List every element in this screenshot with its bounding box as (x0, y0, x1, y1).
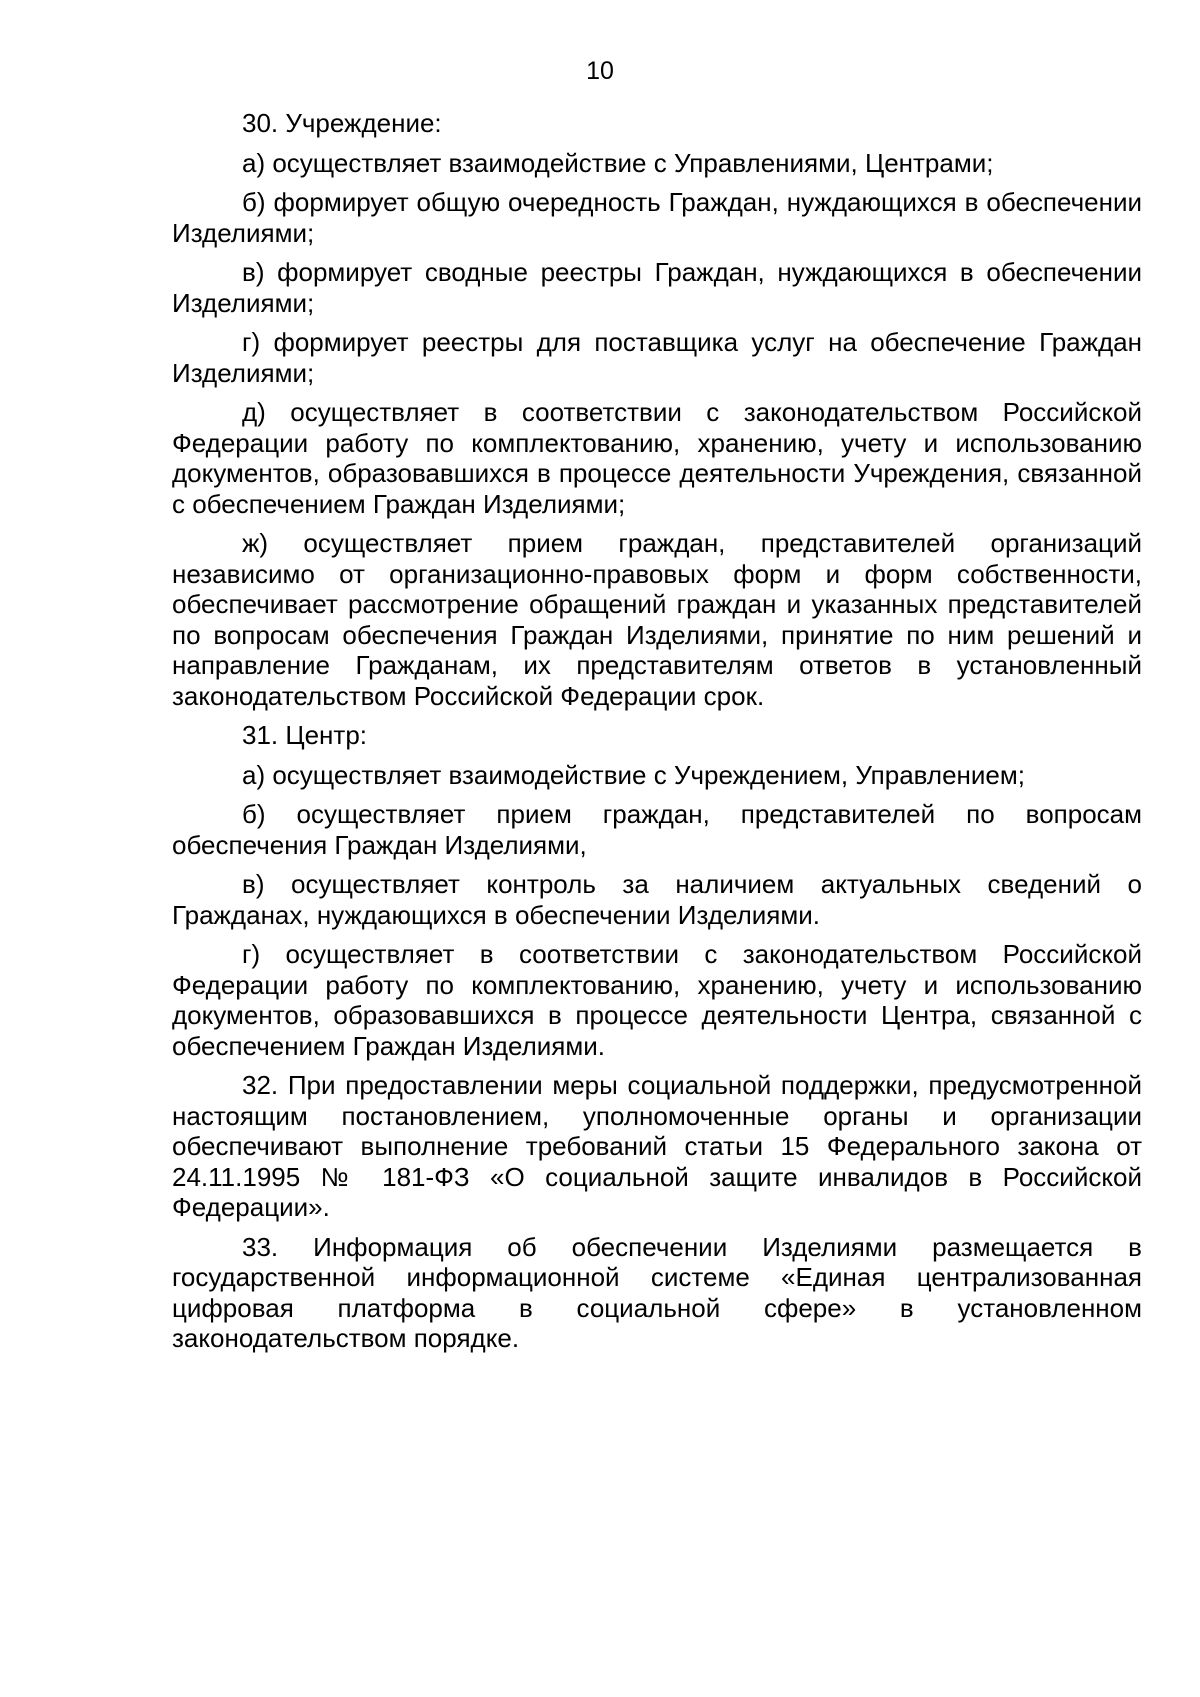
document-body (172, 108, 1142, 1363)
section-30-item-a: а) осуществляет взаимодействие с Управлениями, Центрами; (242, 147, 994, 178)
section-30-item-zh: ж) осуществляет прием граждан, представителей организаций независимо от организационно-правовых форм и форм собственности, обеспечивает рассмотрение обращений граждан и указанных представителей по вопросам обеспечения Граждан Изделиями, принятие по ним решений и направление Гражданам, их представителям ответов в установленный законодательством Российской Федерации срок. (172, 528, 1142, 711)
section-31-item-v: в) осуществляет контроль за наличием актуальных сведений о Гражданах, нуждающихся в обеспечении Изделиями. (172, 869, 1142, 930)
page-number: 10 (586, 57, 614, 85)
section-31-heading: 31. Центр: (242, 720, 368, 750)
section-31-item-b: б) осуществляет прием граждан, представителей по вопросам обеспечения Граждан Изделиями, (172, 799, 1142, 860)
section-30-heading: 30. Учреждение: (242, 108, 442, 138)
section-30-item-b: б) формирует общую очередность Граждан, нуждающихся в обеспечении Изделиями; (172, 187, 1142, 248)
section-30-item-g: г) формирует реестры для поставщика услуг на обеспечение Граждан Изделиями; (172, 327, 1142, 388)
section-30-item-v: в) формирует сводные реестры Граждан, нуждающихся в обеспечении Изделиями; (172, 257, 1142, 318)
section-32-paragraph: 32. При предоставлении меры социальной поддержки, предусмотренной настоящим постановлением, уполномоченные органы и организации обеспечивают выполнение требований статьи 15 Федерального закона от 24.11.1995 № 181-ФЗ «О социальной защите инвалидов в Российской Федерации». (172, 1070, 1142, 1222)
section-33-paragraph: 33. Информация об обеспечении Изделиями размещается в государственной информационной системе «Единая централизованная цифровая платформа в социальной сфере» в установленном законодательством порядке. (172, 1231, 1142, 1353)
section-31-item-a: а) осуществляет взаимодействие с Учреждением, Управлением; (242, 759, 1025, 790)
section-30-item-d: д) осуществляет в соответствии с законодательством Российской Федерации работу по комплектованию, хранению, учету и использованию документов, образовавшихся в процессе деятельности Учреждения, связанной с обеспечением Граждан Изделиями; (172, 397, 1142, 519)
section-31-item-g: г) осуществляет в соответствии с законодательством Российской Федерации работу по комплектованию, хранению, учету и использованию документов, образовавшихся в процессе деятельности Центра, связанной с обеспечением Граждан Изделиями. (172, 939, 1142, 1061)
